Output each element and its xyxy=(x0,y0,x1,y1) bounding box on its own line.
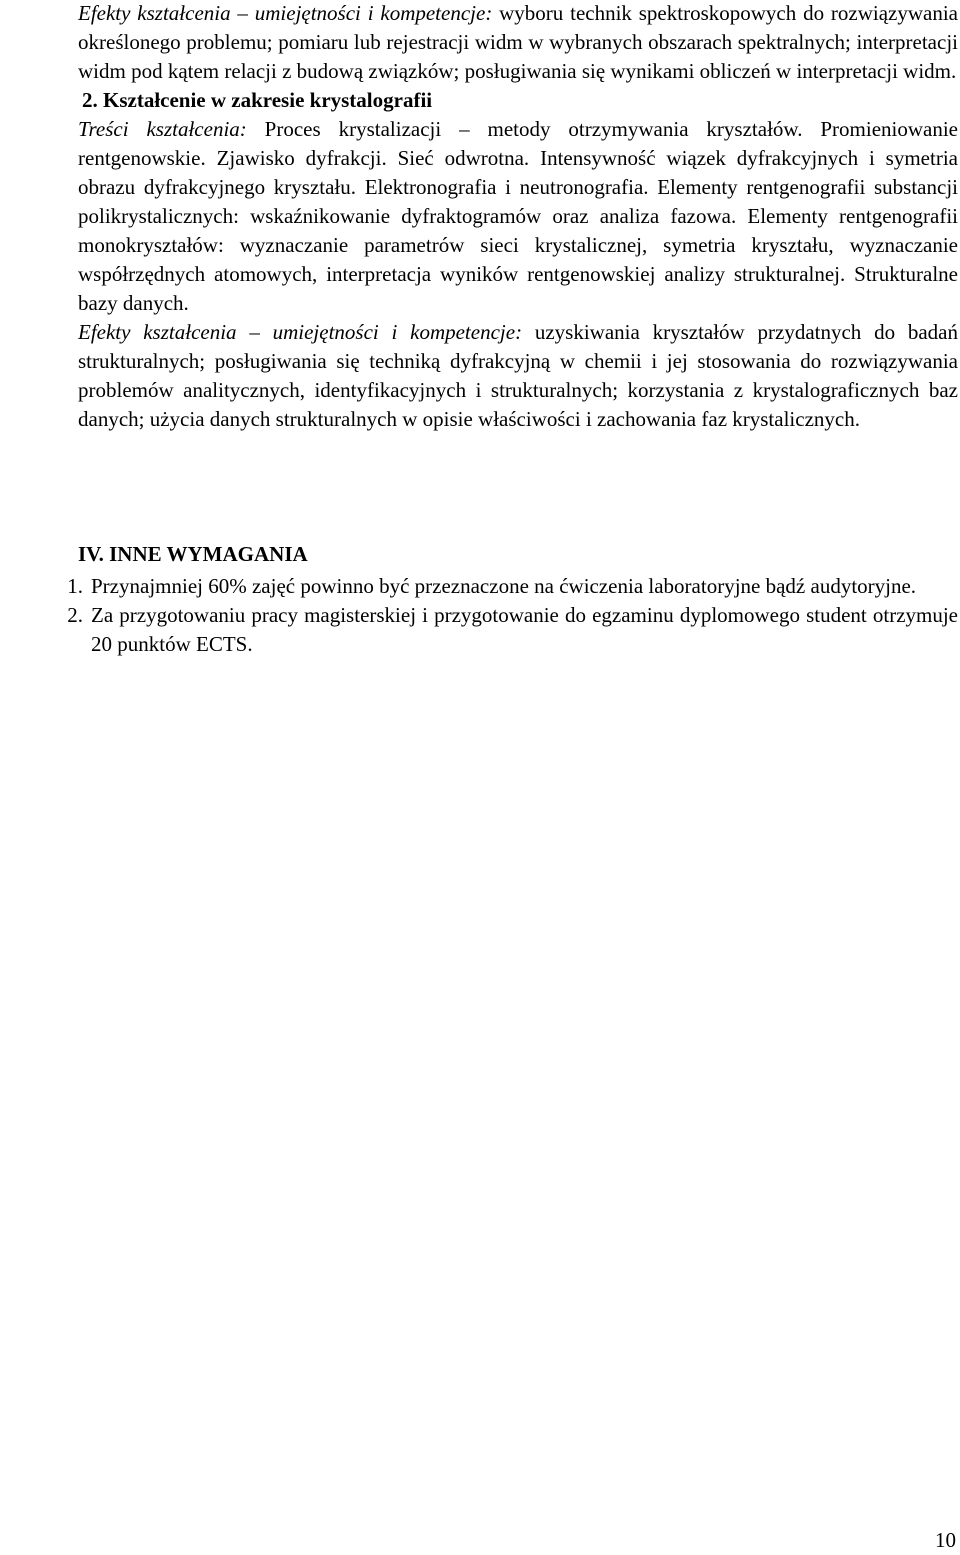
content-label: Treści kształcenia: xyxy=(78,117,247,141)
section-heading-crystallography: 2. Kształcenie w zakresie krystalografii xyxy=(82,88,433,112)
learning-outcomes-paragraph-1 xyxy=(78,0,958,86)
document-page xyxy=(67,0,958,656)
list-item-text: Za przygotowaniu pracy magisterskiej i przygotowanie do egzaminu dyplomowego student otrzymuje 20 punktów ECTS. xyxy=(91,603,958,656)
list-item-number: 1. xyxy=(67,574,83,598)
learning-outcomes-label: Efekty kształcenia – umiejętności i kompetencje: xyxy=(78,1,493,25)
list-item-text: Przynajmniej 60% zajęć powinno być przeznaczone na ćwiczenia laboratoryjne bądź audytoryjne. xyxy=(91,574,917,598)
crystallography-outcomes-paragraph xyxy=(78,318,958,434)
crystallography-content-paragraph xyxy=(78,115,958,318)
requirements-list xyxy=(67,572,958,659)
outcomes-text: uzyskiwania kryształów przydatnych do badań strukturalnych; posługiwania się techniką dyfrakcyjną w chemii i jej stosowania do rozwiązywania problemów analitycznych, identyfikacyjnych i strukturalnych; korzystania z krystalograficznych baz danych; użycia danych strukturalnych w opisie właściwości i zachowania faz krystalicznych. xyxy=(78,320,958,431)
list-item xyxy=(67,601,958,659)
content-text: Proces krystalizacji – metody otrzymywania kryształów. Promieniowanie rentgenowskie. Zjawisko dyfrakcji. Sieć odwrotna. Intensywność wiązek dyfrakcyjnych i symetria obrazu dyfrakcyjnego kryształu. Elektronografia i neutronografia. Elementy rentgenografii substancji polikrystalicznych: wskaźnikowanie dyfraktogramów oraz analiza fazowa. Elementy rentgenografii monokryształów: wyznaczanie parametrów sieci krystalicznej, symetria kryształu, wyznaczanie współrzędnych atomowych, interpretacja wyników rentgenowskiej analizy strukturalnej. Strukturalne bazy danych. xyxy=(78,117,958,315)
learning-outcomes-text: wyboru technik spektroskopowych do rozwiązywania określonego problemu; pomiaru lub rejestracji widm w wybranych obszarach spektralnych; interpretacji widm pod kątem relacji z budową związków; posługiwania się wynikami obliczeń w interpretacji widm. xyxy=(78,1,958,83)
outcomes-label: Efekty kształcenia – umiejętności i kompetencje: xyxy=(78,320,523,344)
list-item-number: 2. xyxy=(67,603,83,627)
list-item xyxy=(67,572,958,601)
section-heading-other-requirements: IV. INNE WYMAGANIA xyxy=(78,542,308,566)
page-number: 10 xyxy=(935,1528,956,1552)
